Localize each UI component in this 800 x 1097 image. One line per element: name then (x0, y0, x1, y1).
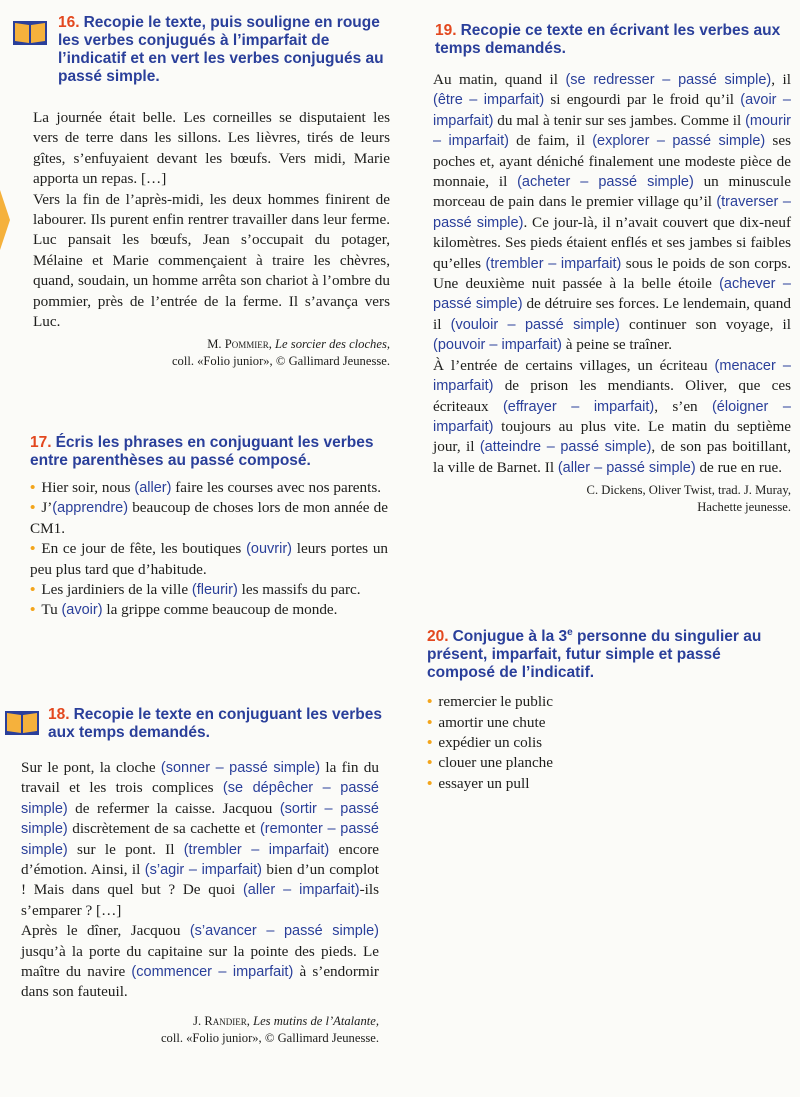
text-segment: bien d’un complot ! Mais dans quel but ? De quoi (21, 861, 379, 899)
bullet-dot: • (30, 540, 36, 558)
text-segment: leurs portes un peu plus tard que d’habitude. (30, 540, 389, 578)
exercise-17 (30, 434, 388, 621)
exercise-18-paragraph-2 (21, 921, 379, 1003)
list-item (427, 774, 791, 794)
bullet-dot: • (30, 479, 36, 496)
verb-prompt: (aller – passé simple) (557, 459, 696, 476)
verb-prompt: (être – imparfait) (433, 92, 545, 109)
bullet-dot: • (30, 499, 36, 517)
verb-prompt: (atteindre – passé simple) (479, 439, 652, 456)
source-author: J. Randier, (193, 1013, 250, 1028)
list-item-label: amortir une chute (438, 713, 546, 731)
text-segment: les massifs du parc. (237, 581, 361, 599)
exercise-19-paragraph-1 (433, 70, 791, 356)
bullet-dot: • (427, 693, 433, 711)
source-publisher: coll. «Folio junior», © Gallimard Jeunesse. (171, 354, 390, 369)
list-item-label: essayer un pull (438, 774, 530, 792)
text-segment: À l’entrée de certains villages, un écriteau (433, 356, 715, 374)
source-title: Les mutins de l’Atalante, (253, 1013, 379, 1028)
text-segment: En ce jour de fête, les boutiques (41, 540, 247, 558)
verb-prompt: (éloigner – imparfait) (433, 398, 791, 435)
exercise-18-instruction (4, 706, 388, 742)
verb-prompt: (fleurir) (191, 582, 238, 599)
bullet-dot: • (427, 713, 433, 731)
list-item (30, 600, 388, 620)
exercise-17-instruction (30, 434, 388, 470)
text-segment: toujours au plus vite. Le matin du septième jour, il (433, 417, 791, 456)
text-segment: beaucoup de choses lors de mon année de CM1. (30, 499, 388, 537)
verb-prompt: (s’agir – imparfait) (144, 862, 263, 879)
text-segment: de refermer la caisse. Jacquou (67, 799, 280, 817)
text-segment: J’ (41, 499, 53, 517)
verb-prompt: (achever – passé simple) (433, 276, 791, 313)
verb-prompt: (mourir – imparfait) (433, 112, 791, 150)
verb-prompt: (vouloir – passé simple) (450, 316, 620, 333)
text-segment: jusqu’à la porte du capitaine sur la pointe des pieds. Le maître du navire (21, 942, 379, 981)
exercise-19 (435, 22, 791, 58)
bullet-dot: • (427, 774, 433, 792)
exercise-19-source (433, 482, 791, 516)
verb-prompt: (se redresser – passé simple) (565, 72, 772, 88)
exercise-17-number: 17. (30, 434, 52, 451)
verb-prompt: (remonter – passé simple) (21, 821, 379, 858)
text-segment: Sur le pont, la cloche (21, 759, 161, 776)
exercise-20-instruction (427, 624, 791, 682)
source-title: Le sorcier des cloches, (275, 337, 390, 352)
verb-prompt: (commencer – imparfait) (131, 964, 294, 981)
text-segment: si engourdi par le froid qu’il (544, 91, 741, 109)
exercise-16-paragraph-1: La journée était belle. Les corneilles se disputaient les vers de terre dans les sillons. Les lièvres, tirés de leurs gîtes, s’enfuyaient devant les bœufs. Vers midi, Marie apporta un repas. […] (33, 109, 390, 188)
exercise-19-title: Recopie ce texte en écrivant les verbes aux temps demandés. (435, 22, 781, 57)
exercise-18-number: 18. (48, 706, 70, 723)
text-segment: faire les courses avec nos parents. (171, 479, 382, 496)
text-segment: à peine se traîner. (561, 336, 672, 354)
text-segment: Tu (41, 601, 62, 619)
text-segment: , de son pas boitillant, la ville de Barnet. Il (433, 438, 792, 476)
list-item-label: remercier le public (438, 693, 554, 711)
text-segment: Après le dîner, Jacquou (21, 922, 190, 940)
exercise-17-title: Écris les phrases en conjuguant les verbes entre parenthèses au passé composé. (30, 434, 374, 469)
verb-prompt: (menacer – imparfait) (433, 357, 791, 395)
text-segment: . Ce jour-là, il n’avait couvert que dix-neuf kilomètres. Ses pieds étaient enflés et ses jambes si faibles qu’elles (433, 213, 792, 272)
exercise-16-text (33, 108, 390, 370)
text-segment: discrètement de sa cachette et (67, 820, 260, 838)
exercise-19-paragraph-2 (433, 356, 791, 478)
text-segment: Hier soir, nous (41, 479, 135, 496)
exercise-16-source (33, 336, 390, 370)
exercise-20-title-a: Conjugue à la 3 (452, 628, 568, 646)
text-segment: à s’endormir dans son fauteuil. (21, 963, 379, 1001)
verb-prompt: (traverser – passé simple) (433, 194, 791, 231)
text-segment: Au matin, quand il (433, 71, 566, 88)
bullet-dot: • (427, 754, 433, 772)
exercise-20 (427, 624, 791, 794)
text-segment: de rue en rue. (695, 458, 783, 476)
text-segment: sous le poids de son corps. Une deuxième nuit passée à la belle étoile (433, 254, 791, 293)
book-icon (12, 18, 48, 46)
verb-prompt: (aller) (134, 480, 172, 496)
exercise-18 (4, 706, 388, 742)
list-item-label: clouer une planche (438, 754, 554, 772)
verb-prompt: (effrayer – imparfait) (502, 398, 655, 415)
exercise-19-text (433, 70, 791, 516)
verb-prompt: (pouvoir – imparfait) (433, 337, 562, 354)
exercise-19-number: 19. (435, 22, 457, 39)
text-segment: Les jardiniers de la ville (41, 581, 192, 599)
text-segment: un minuscule morceau de pain dans le premier village qu’il (433, 173, 791, 211)
text-segment: la fin du travail et les trois complices (21, 759, 379, 797)
text-segment: , il (771, 71, 791, 88)
exercise-20-title-sup: e (567, 627, 573, 638)
list-item-label: expédier un colis (438, 733, 543, 751)
verb-prompt: (avoir – imparfait) (433, 92, 791, 129)
verb-prompt: (trembler – imparfait) (183, 841, 330, 858)
list-item (427, 713, 791, 733)
verb-prompt: (sonner – passé simple) (160, 760, 321, 776)
verb-prompt: (s’avancer – passé simple) (189, 923, 379, 940)
verb-prompt: (apprendre) (52, 500, 129, 517)
text-segment: de prison les mendiants. Oliver, que ces écriteaux (433, 377, 791, 415)
exercise-20-list (427, 692, 791, 794)
list-item (30, 478, 388, 498)
verb-prompt: (explorer – passé simple) (592, 133, 766, 150)
text-segment: sur le pont. Il (67, 840, 184, 858)
verb-prompt: (trembler – imparfait) (485, 255, 622, 272)
verb-prompt: (sortir – passé simple) (21, 800, 379, 838)
source-author-title: C. Dickens, Oliver Twist, trad. J. Muray, (586, 483, 791, 498)
exercise-16 (12, 14, 390, 86)
list-item (30, 580, 388, 600)
text-segment: encore d’émotion. Ainsi, il (21, 840, 379, 879)
text-segment: de détruire ses forces. Le lendemain, quand il (433, 295, 791, 333)
exercise-18-source (21, 1013, 379, 1047)
text-segment: continuer son voyage, il (619, 315, 791, 333)
exercise-20-title-b: personne du singulier au présent, imparfait, futur simple et passé composé de l’indicatif. (427, 628, 762, 682)
exercise-18-text (21, 758, 379, 1047)
exercise-16-instruction (12, 14, 390, 86)
list-item (30, 498, 388, 539)
page-edge-marker (0, 190, 10, 250)
list-item (30, 539, 388, 580)
verb-prompt: (aller – imparfait) (242, 882, 360, 899)
source-publisher: coll. «Folio junior», © Gallimard Jeunesse. (160, 1030, 379, 1045)
text-segment: -ils s’emparer ? […] (21, 881, 379, 919)
text-segment: , s’en (654, 397, 712, 415)
exercise-16-paragraph-2: Vers la fin de l’après-midi, les deux hommes finirent de labourer. Ils purent enfin rentrer travailler dans leur ferme. Luc pansait les bœufs, Jean s’occupait du potager, Mélaine et Marie commençaient à traire les chèvres, quand, soudain, un homme arrêta son chariot à l’ombre du pommier, près de l’entrée de la ferme. Il s’avança vers Luc. (33, 190, 390, 331)
list-item (427, 753, 791, 773)
exercise-18-title: Recopie le texte en conjuguant les verbes aux temps demandés. (48, 706, 382, 741)
text-segment: de faim, il (508, 132, 593, 150)
verb-prompt: (se dépêcher – passé simple) (21, 780, 379, 817)
exercise-16-title: Recopie le texte, puis souligne en rouge les verbes conjugués à l’imparfait de l’indicatif et en vert les verbes conjugués au passé simple. (58, 14, 384, 85)
book-icon (4, 708, 40, 736)
list-item (427, 733, 791, 753)
text-segment: ses poches et, ayant déniché finalement une modeste pièce de monnaie, il (433, 132, 791, 191)
verb-prompt: (acheter – passé simple) (517, 174, 694, 191)
exercise-16-number: 16. (58, 14, 80, 31)
verb-prompt: (ouvrir) (246, 541, 292, 558)
bullet-dot: • (30, 581, 36, 599)
bullet-dot: • (427, 733, 433, 751)
text-segment: la grippe comme beaucoup de monde. (102, 601, 338, 619)
list-item (427, 692, 791, 712)
source-author: M. Pommier, (207, 337, 272, 352)
exercise-19-instruction (435, 22, 791, 58)
text-segment: du mal à tenir sur ses jambes. Comme il (493, 111, 746, 129)
exercise-17-list (30, 478, 388, 621)
verb-prompt: (avoir) (61, 602, 103, 619)
source-publisher: Hachette jeunesse. (697, 500, 791, 515)
exercise-20-number: 20. (427, 628, 449, 646)
bullet-dot: • (30, 601, 36, 619)
exercise-18-paragraph-1 (21, 758, 379, 921)
